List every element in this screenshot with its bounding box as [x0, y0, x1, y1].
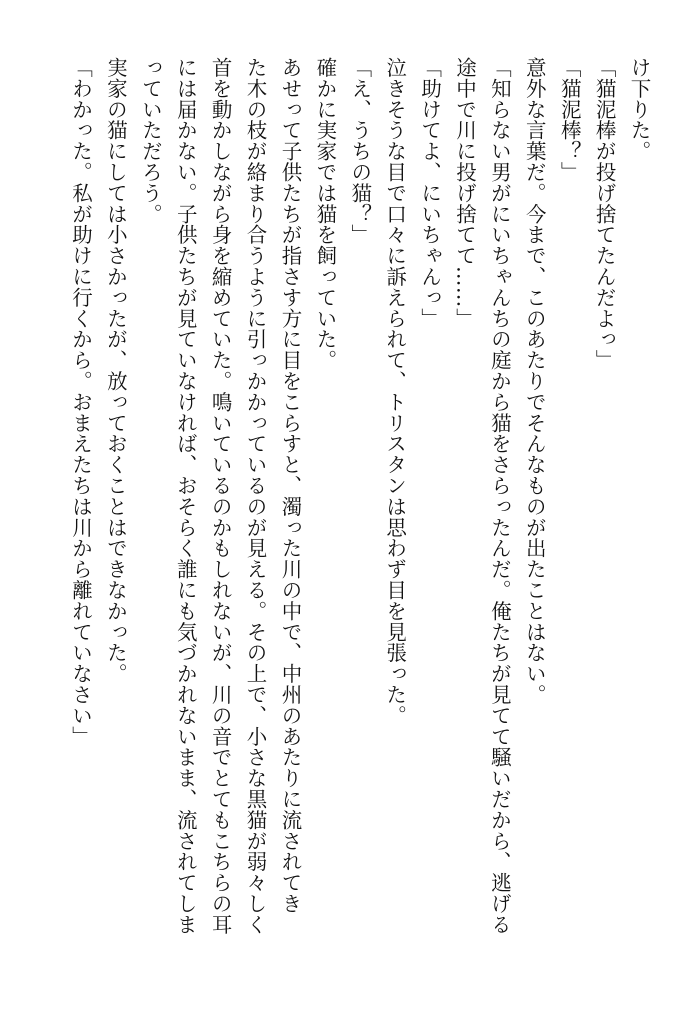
text-line: け下りた。: [627, 57, 651, 162]
text-line: 実家の猫にしては小さかったが、放っておくことはできなかった。: [103, 57, 128, 684]
text-line: 「知らない男がにいちゃんちの庭から猫をさらったんだ。俺たちが見てて騒いだから、逃げる: [487, 57, 512, 935]
text-line: 意外な言葉だ。今まで、このあたりでそんなものが出たことはない。: [522, 57, 547, 705]
text-line: 泣きそうな目で口々に訴えられて、トリスタンは思わず目を見張った。: [382, 57, 407, 726]
text-line: 「猫泥棒が投げ捨てたんだよっ」: [592, 57, 617, 371]
text-line: には届かない。子供たちが見ていなければ、おそらく誰にも気づかれないまま、流されてしま: [173, 57, 198, 935]
text-line: あせって子供たちが指さす方に目をこらすと、濁った川の中で、中州のあたりに流されてき: [277, 57, 302, 914]
text-line: 首を動かしながら身を縮めていた。鳴いているのかもしれないが、川の音でとてもこちらの耳: [208, 57, 233, 935]
text-line: 「助けてよ、にいちゃんっ」: [417, 57, 442, 329]
text-line: 「猫泥棒？」: [557, 57, 582, 183]
text-line: 「え、うちの猫？」: [347, 57, 372, 246]
text-line: た木の枝が絡まり合うように引っかかっているのが見える。その上で、小さな黒猫が弱々しく: [243, 57, 268, 935]
text-line: 途中で川に投げ捨てて……」: [452, 57, 477, 329]
text-line: 確かに実家では猫を飼っていた。: [312, 57, 337, 371]
text-line: 「わかった。私が助けに行くから。おまえたちは川から離れていなさい」: [68, 57, 93, 747]
text-line: っていただろう。: [138, 57, 163, 225]
vertical-text-body: [63, 57, 656, 957]
